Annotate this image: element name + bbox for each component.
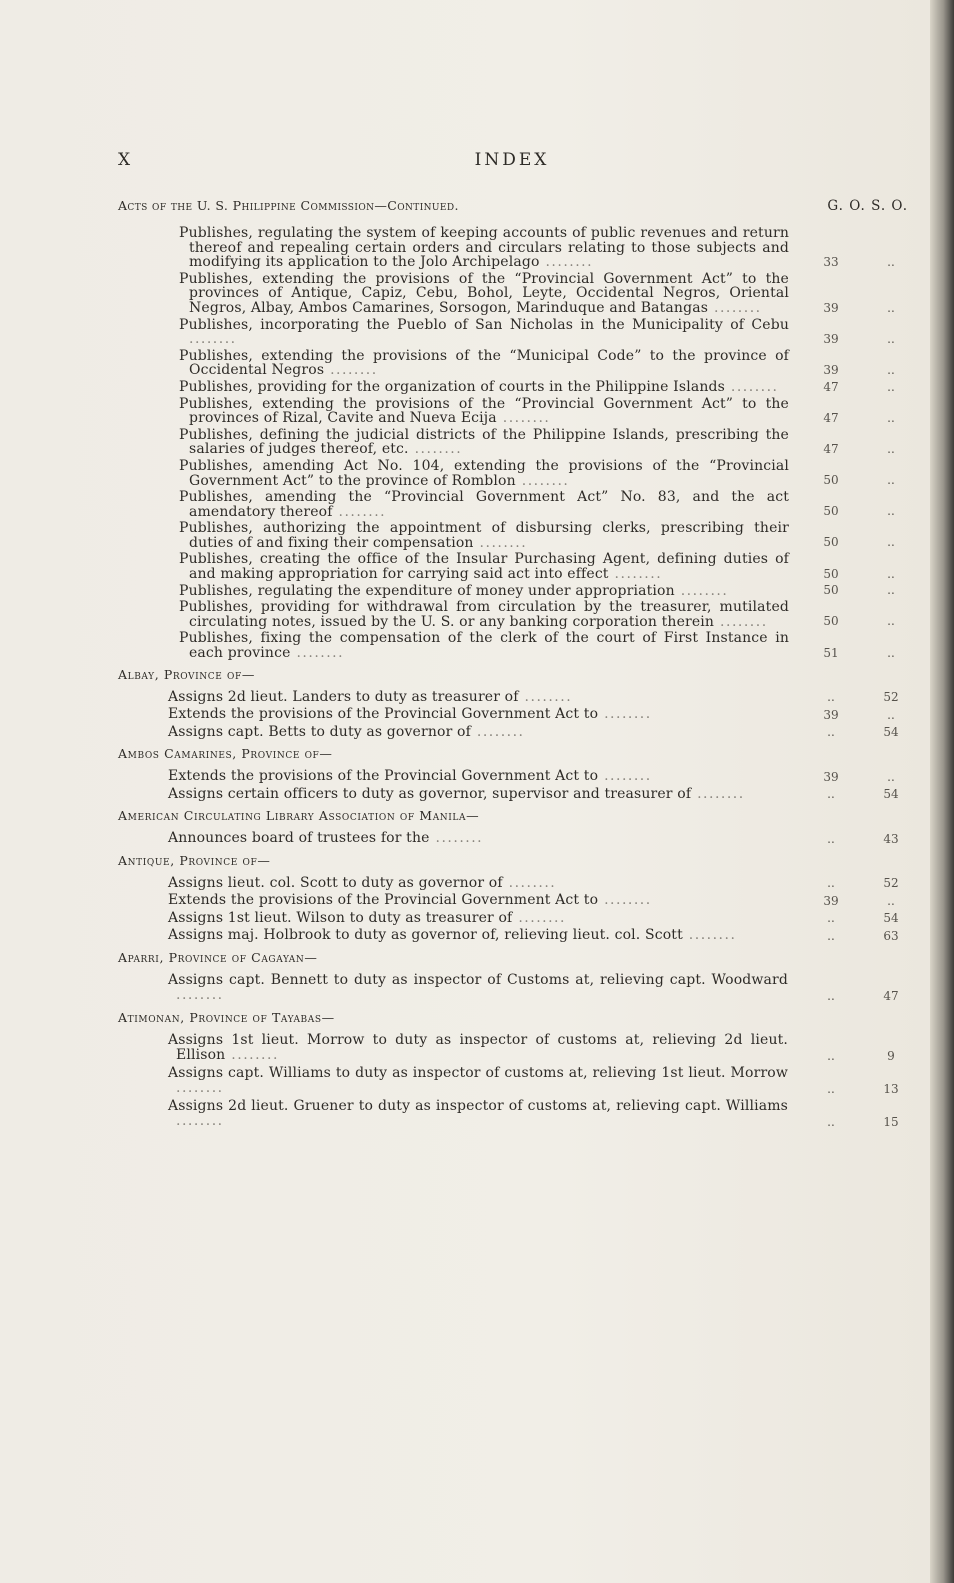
entry-text-content: Assigns certain officers to duty as governor, supervisor and treasurer of bbox=[168, 785, 692, 802]
go-reference: 39 bbox=[823, 300, 839, 315]
index-entry bbox=[118, 397, 908, 426]
so-reference: .. bbox=[887, 769, 895, 784]
index-section bbox=[118, 807, 908, 847]
index-entry bbox=[118, 690, 908, 706]
entry-text-content: Assigns 1st lieut. Morrow to duty as inspector of customs at, relieving 2d lieut. Ellison bbox=[168, 1031, 788, 1064]
index-entry bbox=[118, 380, 908, 395]
index-entry bbox=[118, 521, 908, 550]
entry-text-content: Publishes, extending the provisions of the “Municipal Code” to the province of Occidental Negros bbox=[179, 347, 789, 379]
section-heading: Aparri, Province of Cagayan— bbox=[118, 949, 318, 965]
index-entry bbox=[118, 787, 908, 803]
so-reference: .. bbox=[887, 441, 895, 456]
so-reference: .. bbox=[887, 504, 895, 519]
go-reference: 50 bbox=[823, 583, 839, 598]
entry-text bbox=[118, 349, 789, 378]
index-entry bbox=[118, 973, 908, 1004]
entry-text bbox=[118, 1066, 788, 1097]
go-reference: 39 bbox=[823, 769, 839, 784]
so-reference: .. bbox=[887, 893, 895, 908]
so-reference: 13 bbox=[883, 1081, 899, 1096]
go-reference: .. bbox=[827, 690, 835, 705]
entry-text bbox=[118, 631, 789, 660]
leader-dots: ........ bbox=[691, 785, 745, 802]
index-section bbox=[118, 745, 908, 802]
so-reference: 63 bbox=[883, 928, 899, 943]
entry-text-content: Assigns lieut. col. Scott to duty as governor of bbox=[168, 874, 503, 891]
so-reference: .. bbox=[887, 254, 895, 269]
go-reference: 50 bbox=[823, 535, 839, 550]
leader-dots: ........ bbox=[674, 582, 729, 599]
so-reference: 47 bbox=[883, 988, 899, 1003]
leader-dots: ........ bbox=[290, 645, 345, 662]
go-reference: .. bbox=[827, 911, 835, 926]
entry-text bbox=[118, 600, 789, 629]
index-entry bbox=[118, 459, 908, 488]
entry-text-content: Publishes, authorizing the appointment of disbursing clerks, prescribing their duties of and fixing their compensation bbox=[179, 520, 789, 551]
leader-dots: ........ bbox=[408, 441, 463, 458]
entry-text bbox=[118, 318, 789, 347]
go-reference: 50 bbox=[823, 566, 839, 581]
go-reference: 39 bbox=[823, 331, 839, 346]
entry-text bbox=[118, 1099, 788, 1130]
entry-text bbox=[118, 911, 788, 927]
entry-text bbox=[118, 459, 789, 488]
entry-text bbox=[118, 584, 789, 599]
leader-dots: ........ bbox=[714, 613, 768, 630]
so-reference: 43 bbox=[883, 831, 899, 846]
entry-text-content: Assigns capt. Williams to duty as inspector of customs at, relieving 1st lieut. Morrow bbox=[168, 1064, 788, 1081]
entry-text-content: Publishes, providing for withdrawal from circulation by the treasurer, mutilated circulating notes, issued by the U. S. or any banking corporation therein bbox=[179, 599, 789, 630]
section-heading: Albay, Province of— bbox=[118, 666, 255, 682]
entry-text bbox=[118, 226, 789, 270]
so-reference: .. bbox=[887, 473, 895, 488]
go-reference: 47 bbox=[823, 379, 839, 394]
so-reference: .. bbox=[887, 331, 895, 346]
go-reference: .. bbox=[827, 1048, 835, 1063]
entry-text-content: Assigns 2d lieut. Landers to duty as treasurer of bbox=[168, 688, 519, 705]
entry-text-content: Publishes, regulating the system of keeping accounts of public revenues and return thereof and repealing certain orders and circulars relating to those subjects and modifying its application to the Jolo Archipelago bbox=[179, 225, 789, 271]
leader-dots: ........ bbox=[470, 723, 525, 740]
go-reference: 50 bbox=[823, 504, 839, 519]
go-reference: 39 bbox=[823, 362, 839, 377]
so-reference: 52 bbox=[883, 876, 899, 891]
entry-text-content: Publishes, amending Act No. 104, extending the provisions of the “Provincial Government Act” to the province of Romblon bbox=[179, 457, 789, 489]
index-entry bbox=[118, 1033, 908, 1064]
index-entry bbox=[118, 1099, 908, 1130]
so-reference: 15 bbox=[883, 1114, 899, 1129]
go-reference: .. bbox=[827, 928, 835, 943]
entry-text-content: Assigns maj. Holbrook to duty as governor of, relieving lieut. col. Scott bbox=[168, 927, 683, 944]
entry-text-content: Extends the provisions of the Provincial Government Act to bbox=[168, 892, 599, 909]
go-reference: 39 bbox=[823, 707, 839, 722]
leader-dots: ........ bbox=[176, 1080, 224, 1097]
index-section bbox=[118, 852, 908, 944]
entry-text-content: Assigns capt. Betts to duty as governor of bbox=[168, 723, 471, 740]
leader-dots: ........ bbox=[429, 830, 484, 847]
so-reference: 9 bbox=[887, 1048, 895, 1063]
entry-text-content: Publishes, extending the provisions of the “Provincial Government Act” to the provinces of Rizal, Cavite and Nueva Ecija bbox=[179, 395, 789, 427]
index-entry bbox=[118, 226, 908, 270]
so-reference: .. bbox=[887, 300, 895, 315]
so-reference: .. bbox=[887, 362, 895, 377]
leader-dots: ........ bbox=[176, 987, 224, 1004]
index-section bbox=[118, 666, 908, 741]
index-entry bbox=[118, 318, 908, 347]
section-heading-row bbox=[118, 198, 908, 222]
entry-text bbox=[118, 521, 789, 550]
section-heading: American Circulating Library Association of Manila— bbox=[118, 808, 480, 824]
index-entry bbox=[118, 272, 908, 316]
leader-dots: ........ bbox=[598, 706, 652, 723]
entry-text bbox=[118, 707, 788, 723]
entry-text-content: Announces board of trustees for the bbox=[168, 830, 430, 847]
entry-text bbox=[118, 725, 788, 741]
index-entry bbox=[118, 349, 908, 378]
leader-dots: ........ bbox=[724, 378, 779, 395]
go-reference: .. bbox=[827, 831, 835, 846]
so-reference: .. bbox=[887, 707, 895, 722]
entry-text-content: Publishes, amending the “Provincial Government Act” No. 83, and the act amendatory thereof bbox=[179, 489, 789, 520]
page-header bbox=[118, 150, 906, 180]
go-reference: .. bbox=[827, 988, 835, 1003]
index-section bbox=[118, 1009, 908, 1130]
go-reference: .. bbox=[827, 1081, 835, 1096]
leader-dots: ........ bbox=[225, 1047, 279, 1064]
so-reference: 52 bbox=[883, 690, 899, 705]
entry-text bbox=[118, 928, 788, 944]
entry-text bbox=[118, 397, 789, 426]
index-entry bbox=[118, 707, 908, 723]
entry-text-content: Publishes, regulating the expenditure of money under appropriation bbox=[179, 582, 675, 599]
page-edge-shadow bbox=[930, 0, 954, 1583]
entry-text bbox=[118, 769, 788, 785]
so-reference: .. bbox=[887, 566, 895, 581]
leader-dots: ........ bbox=[502, 874, 557, 891]
so-reference: .. bbox=[887, 614, 895, 629]
leader-dots: ........ bbox=[515, 472, 570, 489]
entry-text-content: Extends the provisions of the Provincial Government Act to bbox=[168, 706, 599, 723]
leader-dots: ........ bbox=[598, 892, 652, 909]
leader-dots: ........ bbox=[608, 566, 663, 583]
go-reference: 47 bbox=[823, 410, 839, 425]
entry-text-content: Publishes, extending the provisions of the “Provincial Government Act” to the provinces of Antique, Capiz, Cebu, Bohol, Leyte, Occidental Negros, Oriental Negros, Albay, Ambos Camarines, Sorsogon, Marinduque and Batangas bbox=[179, 270, 789, 316]
page-title: INDEX bbox=[474, 150, 550, 170]
so-reference: .. bbox=[887, 535, 895, 550]
entry-text bbox=[118, 893, 788, 909]
go-reference: 33 bbox=[823, 254, 839, 269]
entry-text-content: Publishes, fixing the compensation of the clerk of the court of First Instance in each province bbox=[179, 630, 789, 662]
index-section bbox=[118, 949, 908, 1004]
entry-text bbox=[118, 428, 789, 457]
go-reference: 50 bbox=[823, 614, 839, 629]
entry-text-content: Publishes, incorporating the Pueblo of San Nicholas in the Municipality of Cebu bbox=[179, 316, 789, 333]
leader-dots: ........ bbox=[518, 688, 573, 705]
go-reference: 47 bbox=[823, 441, 839, 456]
leader-dots: ........ bbox=[176, 1113, 224, 1130]
entry-text-content: Assigns 1st lieut. Wilson to duty as treasurer of bbox=[168, 909, 513, 926]
so-reference: 54 bbox=[883, 725, 899, 740]
entry-text bbox=[118, 876, 788, 892]
index-entry bbox=[118, 893, 908, 909]
leader-dots: ........ bbox=[189, 331, 237, 348]
entry-text bbox=[118, 787, 788, 803]
entry-text-content: Publishes, providing for the organization of courts in the Philippine Islands bbox=[179, 378, 725, 395]
leader-dots: ........ bbox=[512, 909, 566, 926]
index-entry bbox=[118, 725, 908, 741]
so-reference: .. bbox=[887, 410, 895, 425]
entry-text-content: Publishes, defining the judicial districts of the Philippine Islands, prescribing the salaries of judges thereof, etc. bbox=[179, 426, 789, 458]
go-reference: .. bbox=[827, 1114, 835, 1129]
section-heading: Acts of the U. S. Philippine Commission—Continued. bbox=[118, 198, 459, 213]
leader-dots: ........ bbox=[598, 768, 652, 785]
index-entry bbox=[118, 928, 908, 944]
entry-text bbox=[118, 1033, 788, 1064]
go-reference: .. bbox=[827, 787, 835, 802]
go-reference: 50 bbox=[823, 473, 839, 488]
entry-text-content: Assigns 2d lieut. Gruener to duty as inspector of customs at, relieving capt. Williams bbox=[168, 1097, 788, 1114]
entry-text bbox=[118, 380, 789, 395]
entry-text-content: Assigns capt. Bennett to duty as inspector of Customs at, relieving capt. Woodward bbox=[168, 971, 788, 988]
entry-text bbox=[118, 552, 789, 581]
go-reference: .. bbox=[827, 876, 835, 891]
leader-dots: ........ bbox=[473, 534, 528, 551]
index-entry bbox=[118, 831, 908, 847]
leader-dots: ........ bbox=[332, 503, 387, 520]
entry-text bbox=[118, 272, 789, 316]
entry-text bbox=[118, 690, 788, 706]
leader-dots: ........ bbox=[708, 299, 762, 316]
index-entry bbox=[118, 769, 908, 785]
entry-text bbox=[118, 490, 789, 519]
so-reference: 54 bbox=[883, 787, 899, 802]
entry-text bbox=[118, 831, 788, 847]
section-heading: Ambos Camarines, Province of— bbox=[118, 746, 333, 762]
index-entry bbox=[118, 876, 908, 892]
index-entry bbox=[118, 584, 908, 599]
entry-text-content: Publishes, creating the office of the Insular Purchasing Agent, defining duties of and making appropriation for carrying said act into effect bbox=[179, 551, 789, 583]
index-entry bbox=[118, 1066, 908, 1097]
index-body bbox=[118, 226, 908, 1132]
leader-dots: ........ bbox=[682, 927, 737, 944]
entry-text-content: Extends the provisions of the Provincial Government Act to bbox=[168, 768, 599, 785]
go-reference: 51 bbox=[823, 645, 839, 660]
index-entry bbox=[118, 911, 908, 927]
leader-dots: ........ bbox=[324, 362, 378, 379]
leader-dots: ........ bbox=[496, 410, 551, 427]
index-entry bbox=[118, 490, 908, 519]
page-number: X bbox=[118, 150, 132, 170]
so-reference: .. bbox=[887, 379, 895, 394]
so-reference: .. bbox=[887, 583, 895, 598]
column-headings: G. O. S. O. bbox=[827, 198, 908, 214]
index-entry bbox=[118, 552, 908, 581]
so-reference: 54 bbox=[883, 911, 899, 926]
index-entry bbox=[118, 631, 908, 660]
entry-text bbox=[118, 973, 788, 1004]
leader-dots: ........ bbox=[539, 254, 594, 271]
index-entry bbox=[118, 428, 908, 457]
index-entry bbox=[118, 600, 908, 629]
section-heading: Atimonan, Province of Tayabas— bbox=[118, 1009, 335, 1025]
so-reference: .. bbox=[887, 645, 895, 660]
go-reference: .. bbox=[827, 725, 835, 740]
section-heading: Antique, Province of— bbox=[118, 852, 271, 868]
go-reference: 39 bbox=[823, 893, 839, 908]
